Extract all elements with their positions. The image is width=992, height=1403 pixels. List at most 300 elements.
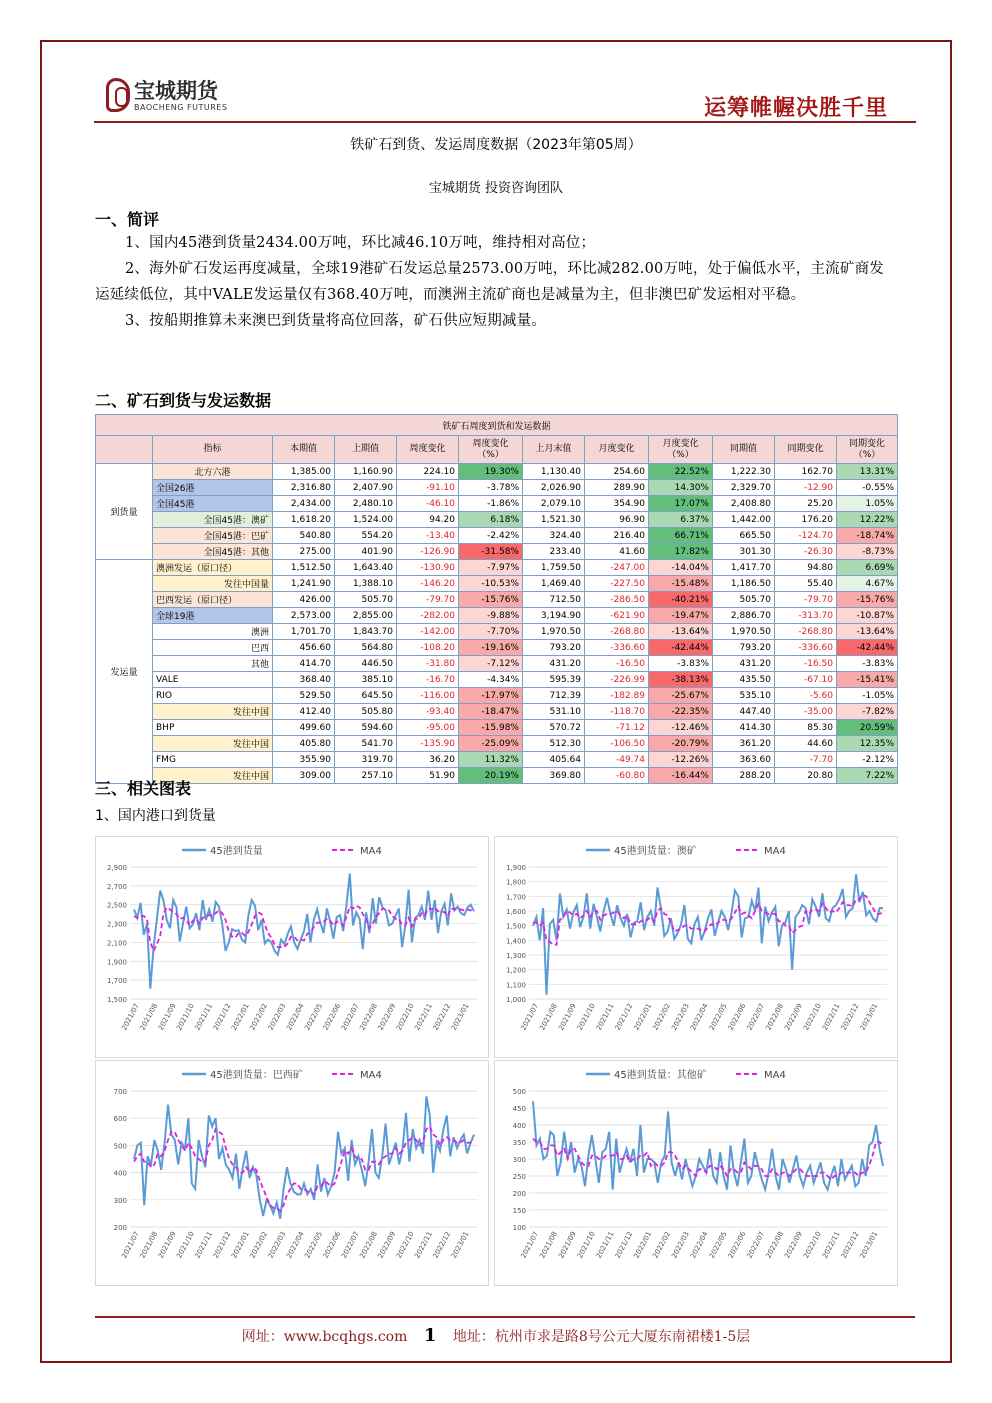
table-cell: -13.40 <box>397 528 459 544</box>
table-cell: 2,329.70 <box>713 480 775 496</box>
table-header: 指标 <box>153 436 273 464</box>
table-cell: -5.60 <box>775 688 837 704</box>
x-tick-label: 2022/10 <box>802 1002 823 1032</box>
x-tick-label: 2022/02 <box>651 1002 673 1032</box>
row-label: 全球19港 <box>153 608 273 624</box>
table-cell: 665.50 <box>713 528 775 544</box>
table-row <box>96 768 898 784</box>
table-cell: 20.19% <box>459 768 523 784</box>
table-cell: 25.20 <box>775 496 837 512</box>
x-tick-label: 2022/06 <box>726 1002 748 1032</box>
group-label-arrival: 到货量 <box>96 464 153 560</box>
table-cell: 1,701.70 <box>273 624 335 640</box>
table-cell: 2,573.00 <box>273 608 335 624</box>
table-cell: 1,759.50 <box>523 560 585 576</box>
table-row <box>96 720 898 736</box>
table-cell: -14.04% <box>649 560 713 576</box>
table-cell: -42.44% <box>837 640 898 656</box>
table-cell: 645.50 <box>335 688 397 704</box>
table-cell: 368.40 <box>273 672 335 688</box>
y-tick-label: 100 <box>512 1224 526 1232</box>
y-tick-label: 700 <box>113 1088 127 1096</box>
table-cell: 712.39 <box>523 688 585 704</box>
y-tick-label: 400 <box>512 1122 526 1130</box>
table-cell: 535.10 <box>713 688 775 704</box>
row-label: 澳洲发运（原口径） <box>153 560 273 576</box>
table-cell: 447.40 <box>713 704 775 720</box>
table-cell: 2,886.70 <box>713 608 775 624</box>
section-2-heading: 二、矿石到货与发运数据 <box>95 391 272 410</box>
table-cell: -142.00 <box>397 624 459 640</box>
table-row <box>96 608 898 624</box>
table-cell: -60.80 <box>585 768 649 784</box>
x-tick-label: 2022/09 <box>376 1230 398 1260</box>
x-tick-label: 2022/08 <box>358 1002 380 1032</box>
table-cell: 499.60 <box>273 720 335 736</box>
y-tick-label: 2,300 <box>106 920 127 929</box>
table-cell: 541.70 <box>335 736 397 752</box>
x-tick-label: 2022/08 <box>764 1002 786 1032</box>
table-cell: 11.32% <box>459 752 523 768</box>
legend-label-series: 45港到货量：其他矿 <box>614 1070 707 1081</box>
legend-label-ma: MA4 <box>764 1070 786 1081</box>
x-tick-label: 2021/12 <box>211 1002 233 1032</box>
table-row <box>96 576 898 592</box>
x-tick-label: 2022/12 <box>839 1230 861 1260</box>
x-tick-label: 2023/01 <box>858 1230 880 1260</box>
row-label: 发往中国量 <box>153 576 273 592</box>
row-label: VALE <box>153 672 273 688</box>
x-tick-label: 2021/10 <box>175 1002 196 1032</box>
x-tick-label: 2022/02 <box>651 1230 673 1260</box>
x-tick-label: 2022/01 <box>230 1002 251 1032</box>
y-tick-label: 1,800 <box>505 878 526 887</box>
table-cell: -336.60 <box>585 640 649 656</box>
table-cell: -22.35% <box>649 704 713 720</box>
row-label: 发往中国 <box>153 704 273 720</box>
x-tick-label: 2022/01 <box>632 1230 654 1260</box>
table-cell: 2,434.00 <box>273 496 335 512</box>
table-cell: 793.20 <box>523 640 585 656</box>
x-tick-label: 2021/11 <box>193 1230 215 1260</box>
table-cell: -3.83% <box>649 656 713 672</box>
x-tick-label: 2022/03 <box>670 1230 691 1260</box>
table-cell: -10.53% <box>459 576 523 592</box>
x-tick-label: 2021/12 <box>211 1230 233 1260</box>
x-tick-label: 2022/05 <box>303 1002 325 1032</box>
table-cell: 309.00 <box>273 768 335 784</box>
table-cell: -3.83% <box>837 656 898 672</box>
table-cell: 2,407.90 <box>335 480 397 496</box>
table-cell: 1,417.70 <box>713 560 775 576</box>
table-cell: -95.00 <box>397 720 459 736</box>
table-cell: 361.20 <box>713 736 775 752</box>
table-cell: 1,385.00 <box>273 464 335 480</box>
table-row <box>96 640 898 656</box>
x-tick-label: 2022/01 <box>632 1002 654 1032</box>
table-cell: -268.80 <box>775 624 837 640</box>
table-cell: -135.90 <box>397 736 459 752</box>
y-tick-label: 300 <box>512 1156 526 1164</box>
table-cell: 505.70 <box>335 592 397 608</box>
table-cell: -7.70 <box>775 752 837 768</box>
table-cell: 289.90 <box>585 480 649 496</box>
table-cell: 162.70 <box>775 464 837 480</box>
legend-label-ma: MA4 <box>360 1070 382 1081</box>
footer <box>0 1325 992 1346</box>
table-cell: 595.39 <box>523 672 585 688</box>
table-cell: 41.60 <box>585 544 649 560</box>
row-label: RIO <box>153 688 273 704</box>
y-tick-label: 350 <box>512 1139 526 1147</box>
table-cell: -26.30 <box>775 544 837 560</box>
y-tick-label: 2,500 <box>106 901 127 910</box>
y-tick-label: 1,200 <box>505 966 526 975</box>
table-cell: -7.97% <box>459 560 523 576</box>
table-cell: 355.90 <box>273 752 335 768</box>
table-cell: 431.20 <box>713 656 775 672</box>
y-tick-label: 1,500 <box>505 922 526 931</box>
table-cell: -124.70 <box>775 528 837 544</box>
table-cell: -336.60 <box>775 640 837 656</box>
table-cell: 369.80 <box>523 768 585 784</box>
row-label: 巴西发运（原口径） <box>153 592 273 608</box>
table-cell: -118.70 <box>585 704 649 720</box>
table-cell: 712.50 <box>523 592 585 608</box>
table-cell: 7.22% <box>837 768 898 784</box>
table-caption: 铁矿石周度到货和发运数据 <box>96 415 898 436</box>
y-tick-label: 1,900 <box>505 864 526 872</box>
x-tick-label: 2022/03 <box>266 1230 288 1260</box>
subsection-1-heading: 1、国内港口到货量 <box>95 808 216 824</box>
table-row <box>96 624 898 640</box>
x-tick-label: 2023/01 <box>858 1002 880 1032</box>
table-cell: -12.26% <box>649 752 713 768</box>
row-label: 发往中国 <box>153 768 273 784</box>
row-label: FMG <box>153 752 273 768</box>
x-tick-label: 2022/12 <box>431 1230 453 1260</box>
table-cell: 1,130.40 <box>523 464 585 480</box>
table-row <box>96 512 898 528</box>
y-tick-label: 200 <box>512 1190 526 1198</box>
x-tick-label: 2022/04 <box>689 1002 710 1032</box>
table-cell: 594.60 <box>335 720 397 736</box>
table-cell: -16.70 <box>397 672 459 688</box>
table-row <box>96 560 898 576</box>
y-tick-label: 500 <box>113 1142 127 1151</box>
table-cell: -25.09% <box>459 736 523 752</box>
table-cell: -3.78% <box>459 480 523 496</box>
table-cell: 431.20 <box>523 656 585 672</box>
table-cell: 22.52% <box>649 464 713 480</box>
table-cell: -13.64% <box>649 624 713 640</box>
table-cell: 2,316.80 <box>273 480 335 496</box>
table-cell: -91.10 <box>397 480 459 496</box>
table-cell: 412.40 <box>273 704 335 720</box>
table-cell: -46.10 <box>397 496 459 512</box>
x-tick-label: 2021/12 <box>613 1002 635 1032</box>
document-title: 铁矿石到货、发运周度数据（2023年第05周） <box>350 137 642 153</box>
y-tick-label: 250 <box>512 1173 526 1181</box>
table-cell: -286.50 <box>585 592 649 608</box>
table-cell: -12.90 <box>775 480 837 496</box>
x-tick-label: 2022/09 <box>783 1002 804 1032</box>
table-cell: -13.64% <box>837 624 898 640</box>
table-cell: -1.05% <box>837 688 898 704</box>
table-cell: -12.46% <box>649 720 713 736</box>
table-cell: 44.60 <box>775 736 837 752</box>
slogan: 运筹帷幄决胜千里 <box>703 95 888 121</box>
table-cell: -20.79% <box>649 736 713 752</box>
table-cell: 176.20 <box>775 512 837 528</box>
table-cell: 275.00 <box>273 544 335 560</box>
x-tick-label: 2021/09 <box>156 1230 178 1260</box>
x-tick-label: 2021/11 <box>594 1002 616 1032</box>
table-cell: -18.47% <box>459 704 523 720</box>
table-cell: -15.48% <box>649 576 713 592</box>
table-cell: 564.80 <box>335 640 397 656</box>
table-cell: -67.10 <box>775 672 837 688</box>
table-cell: 1,521.30 <box>523 512 585 528</box>
x-tick-label: 2021/11 <box>594 1230 616 1260</box>
x-tick-label: 2021/07 <box>120 1002 141 1032</box>
table-cell: 512.30 <box>523 736 585 752</box>
table-cell: -108.20 <box>397 640 459 656</box>
x-tick-label: 2022/07 <box>745 1002 767 1032</box>
table-cell: -25.67% <box>649 688 713 704</box>
logo-text-en: BAOCHENG FUTURES <box>134 102 228 112</box>
group-label-shipping: 发运量 <box>96 560 153 784</box>
x-tick-label: 2022/05 <box>303 1230 325 1260</box>
table-cell: 6.69% <box>837 560 898 576</box>
table-cell: 2,408.80 <box>713 496 775 512</box>
table-header-blank <box>96 436 153 464</box>
table-cell: -15.98% <box>459 720 523 736</box>
row-label: 全国26港 <box>153 480 273 496</box>
table-cell: 363.60 <box>713 752 775 768</box>
x-tick-label: 2022/03 <box>266 1002 288 1032</box>
x-tick-label: 2022/07 <box>745 1230 767 1260</box>
team-name: 宝城期货 投资咨询团队 <box>428 181 564 196</box>
table-header: 同期值 <box>713 436 775 464</box>
summary-point-2: 2、海外矿石发运再度减量，全球19港矿石发运总量2573.00万吨，环比减282.00万吨，处于偏低水平，主流矿商发运延续低位，其中VALE发运量仅有368.40万吨，而澳洲主流矿商也是减量为主，但非澳巴矿发运相对平稳。 <box>95 261 884 303</box>
table-row <box>96 496 898 512</box>
table-cell: 85.30 <box>775 720 837 736</box>
table-row <box>96 656 898 672</box>
y-tick-label: 450 <box>512 1105 526 1113</box>
ma4-line <box>134 1126 474 1210</box>
table-cell: -42.44% <box>649 640 713 656</box>
table-cell: 1,618.20 <box>273 512 335 528</box>
table-cell: -116.00 <box>397 688 459 704</box>
table-cell: 1,388.10 <box>335 576 397 592</box>
table-cell: 1,241.90 <box>273 576 335 592</box>
table-cell: 36.20 <box>397 752 459 768</box>
table-cell: -2.42% <box>459 528 523 544</box>
table-cell: 66.71% <box>649 528 713 544</box>
footer-website[interactable]: 网址：www.bcqhgs.com <box>241 1329 408 1345</box>
chart-45-ports-brazil-ore <box>95 1060 489 1286</box>
x-tick-label: 2022/09 <box>783 1230 804 1260</box>
table-cell: 94.80 <box>775 560 837 576</box>
legend-label-series: 45港到货量 <box>210 846 263 857</box>
y-tick-label: 1,900 <box>106 958 127 967</box>
table-cell: 257.10 <box>335 768 397 784</box>
summary-point-1: 1、国内45港到货量2434.00万吨，环比减46.10万吨，维持相对高位； <box>125 235 596 251</box>
table-header: 上期值 <box>335 436 397 464</box>
table-cell: -19.16% <box>459 640 523 656</box>
table-cell: 354.90 <box>585 496 649 512</box>
x-tick-label: 2022/11 <box>820 1002 842 1032</box>
x-tick-label: 2022/09 <box>376 1002 398 1032</box>
table-cell: -313.70 <box>775 608 837 624</box>
table-cell: -7.12% <box>459 656 523 672</box>
table-cell: 55.40 <box>775 576 837 592</box>
footer-divider <box>95 1316 915 1318</box>
table-cell: 1,512.50 <box>273 560 335 576</box>
table-cell: 414.70 <box>273 656 335 672</box>
row-label: 全国45港：其他 <box>153 544 273 560</box>
table-cell: -9.88% <box>459 608 523 624</box>
table-cell: -7.82% <box>837 704 898 720</box>
y-tick-label: 200 <box>113 1224 127 1232</box>
table-cell: -7.70% <box>459 624 523 640</box>
table-cell: 529.50 <box>273 688 335 704</box>
table-row <box>96 736 898 752</box>
table-cell: -31.58% <box>459 544 523 560</box>
logo-text-cn: 宝城期货 <box>134 77 218 103</box>
x-tick-label: 2021/08 <box>138 1002 160 1032</box>
table-header: 月度变化（%） <box>649 436 713 464</box>
x-tick-label: 2022/08 <box>764 1230 786 1260</box>
table-cell: -17.97% <box>459 688 523 704</box>
table-cell: 401.90 <box>335 544 397 560</box>
x-tick-label: 2022/06 <box>726 1230 748 1260</box>
table-cell: -93.40 <box>397 704 459 720</box>
table-cell: -10.87% <box>837 608 898 624</box>
ore-data-table <box>95 414 898 784</box>
table-cell: -1.86% <box>459 496 523 512</box>
table-cell: -130.90 <box>397 560 459 576</box>
y-tick-label: 400 <box>113 1169 127 1178</box>
table-cell: 385.10 <box>335 672 397 688</box>
chart-45-ports-aus-ore <box>494 836 898 1058</box>
table-cell: -282.00 <box>397 608 459 624</box>
table-cell: 216.40 <box>585 528 649 544</box>
table-cell: -16.50 <box>585 656 649 672</box>
x-tick-label: 2022/05 <box>707 1230 729 1260</box>
x-tick-label: 2021/10 <box>575 1230 597 1260</box>
x-tick-label: 2021/10 <box>575 1002 597 1032</box>
table-cell: 505.70 <box>713 592 775 608</box>
legend-label-ma: MA4 <box>764 846 786 857</box>
table-cell: 94.20 <box>397 512 459 528</box>
table-cell: 19.30% <box>459 464 523 480</box>
series-line <box>134 1096 474 1218</box>
x-tick-label: 2022/03 <box>670 1002 691 1032</box>
x-tick-label: 2022/06 <box>321 1002 343 1032</box>
table-cell: 1.05% <box>837 496 898 512</box>
table-cell: 1,843.70 <box>335 624 397 640</box>
table-cell: -8.73% <box>837 544 898 560</box>
y-tick-label: 2,900 <box>106 864 127 872</box>
table-cell: 96.90 <box>585 512 649 528</box>
table-cell: 12.35% <box>837 736 898 752</box>
x-tick-label: 2022/10 <box>802 1230 823 1260</box>
table-cell: -38.13% <box>649 672 713 688</box>
y-tick-label: 500 <box>512 1088 526 1096</box>
section-1-heading: 一、简评 <box>95 210 160 229</box>
table-cell: -2.12% <box>837 752 898 768</box>
y-tick-label: 1,600 <box>505 908 526 916</box>
x-tick-label: 2022/11 <box>413 1002 434 1032</box>
table-header: 本期值 <box>273 436 335 464</box>
x-tick-label: 2021/09 <box>557 1002 578 1032</box>
table-cell: -16.50 <box>775 656 837 672</box>
table-header: 周度变化 <box>397 436 459 464</box>
row-label: 巴西 <box>153 640 273 656</box>
table-cell: -106.50 <box>585 736 649 752</box>
x-tick-label: 2021/07 <box>519 1002 541 1032</box>
table-cell: 14.30% <box>649 480 713 496</box>
table-header: 周度变化（%） <box>459 436 523 464</box>
table-cell: -0.55% <box>837 480 898 496</box>
table-cell: 301.30 <box>713 544 775 560</box>
table-cell: 1,160.90 <box>335 464 397 480</box>
table-row <box>96 544 898 560</box>
table-cell: 17.07% <box>649 496 713 512</box>
table-header: 上月末值 <box>523 436 585 464</box>
x-tick-label: 2022/07 <box>339 1002 361 1032</box>
x-tick-label: 2022/04 <box>285 1002 306 1032</box>
x-tick-label: 2022/11 <box>820 1230 842 1260</box>
table-cell: 793.20 <box>713 640 775 656</box>
table-cell: 324.40 <box>523 528 585 544</box>
row-label: 全国45港：巴矿 <box>153 528 273 544</box>
table-cell: 554.20 <box>335 528 397 544</box>
table-row <box>96 480 898 496</box>
table-cell: 2,026.90 <box>523 480 585 496</box>
y-tick-label: 1,500 <box>106 996 127 1004</box>
table-cell: 233.40 <box>523 544 585 560</box>
table-row <box>96 672 898 688</box>
table-cell: 319.70 <box>335 752 397 768</box>
y-tick-label: 1,700 <box>106 977 127 986</box>
summary-point-3: 3、按船期推算未来澳巴到货量将高位回落，矿石供应短期减量。 <box>125 313 547 329</box>
x-tick-label: 2022/08 <box>358 1230 380 1260</box>
table-row <box>96 528 898 544</box>
table-cell: -15.76% <box>837 592 898 608</box>
table-cell: 1,643.40 <box>335 560 397 576</box>
summary-paragraphs <box>95 230 895 334</box>
table-row <box>96 704 898 720</box>
table-cell: -79.70 <box>775 592 837 608</box>
page-number: 1 <box>423 1325 437 1346</box>
x-tick-label: 2022/02 <box>248 1230 270 1260</box>
footer-address: 地址：杭州市求是路8号公元大厦东南裙楼1-5层 <box>452 1329 751 1345</box>
table-header: 同期变化 <box>775 436 837 464</box>
table-cell: -18.74% <box>837 528 898 544</box>
table-cell: -227.50 <box>585 576 649 592</box>
row-label: BHP <box>153 720 273 736</box>
table-cell: -71.12 <box>585 720 649 736</box>
x-tick-label: 2023/01 <box>449 1230 471 1260</box>
table-header: 同期变化（%） <box>837 436 898 464</box>
y-tick-label: 1,300 <box>505 952 526 960</box>
x-tick-label: 2021/08 <box>538 1230 560 1260</box>
table-cell: -31.80 <box>397 656 459 672</box>
row-label: 其他 <box>153 656 273 672</box>
